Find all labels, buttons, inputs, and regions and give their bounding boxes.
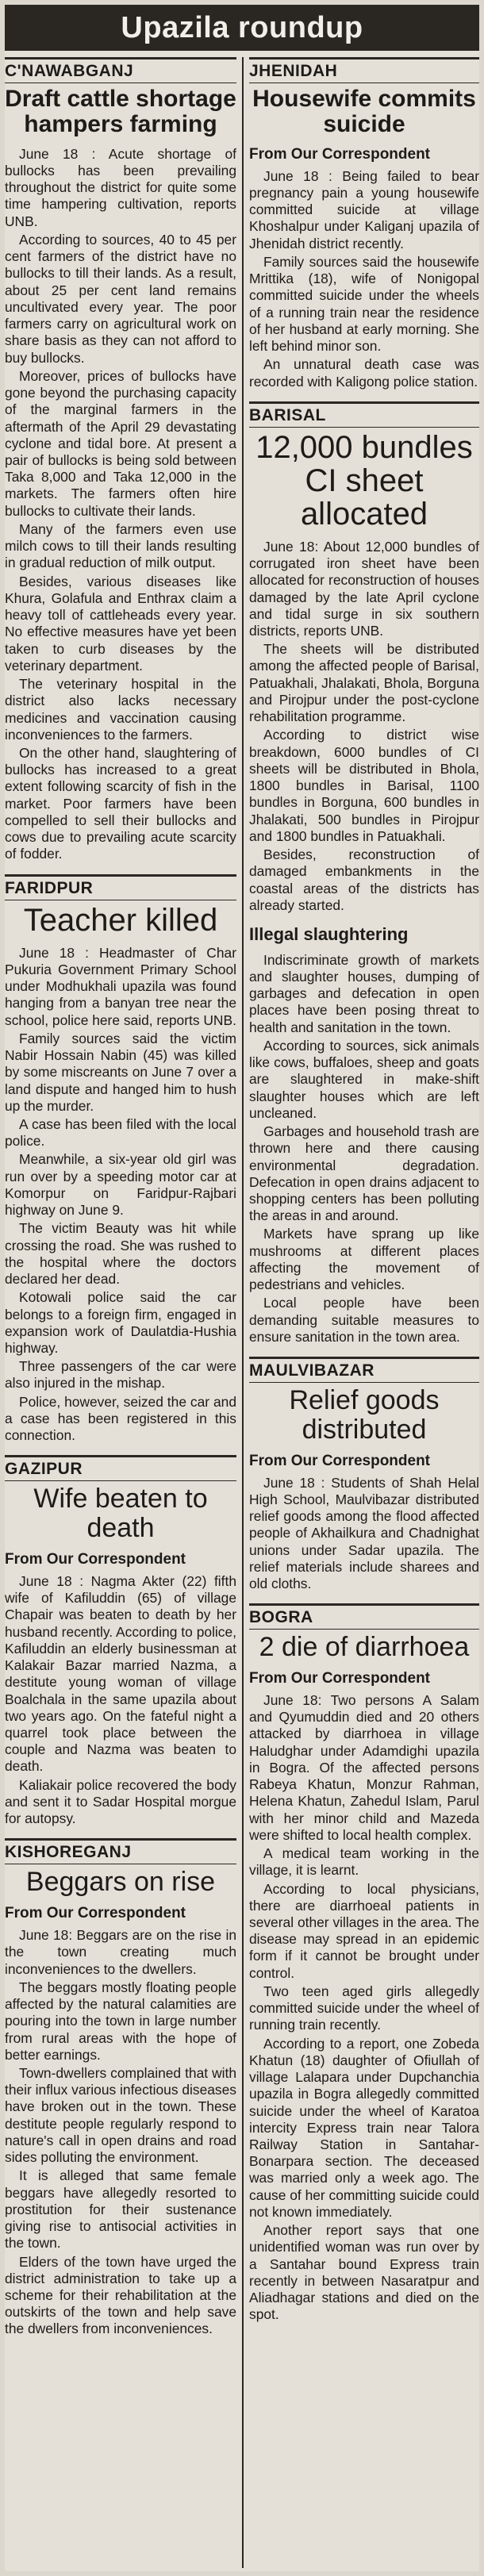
paragraph: A medical team working in the village, it is learnt. — [249, 1845, 479, 1879]
paragraph: Family sources said the victim Nabir Hossain Nabin (45) was killed by some miscreants on June 7 over a land dispute and hanged him to hush up the murder. — [5, 1030, 236, 1114]
story-headline: Relief goods distributed — [289, 1385, 440, 1445]
story-body — [249, 1475, 479, 1593]
paragraph: Police, however, seized the car and a case has been registered in this connection. — [5, 1393, 236, 1444]
location-kicker: KISHOREGANJ — [5, 1838, 236, 1864]
paragraph: Meanwhile, a six-year old girl was run over by a speeding motor car at Komorpur on Faridpur-Rajbari highway on June 9. — [5, 1151, 236, 1219]
paragraph: Kaliakair police recovered the body and sent it to Sadar Hospital morgue for autopsy. — [5, 1776, 236, 1827]
paragraph: June 18 : Headmaster of Char Pukuria Government Primary School under Modhukhali upazila was found hanging from a banyan tree near the school, police here said, reports UNB. — [5, 944, 236, 1028]
paragraph: June 18: About 12,000 bundles of corrugated iron sheet have been allocated for reconstruction of houses damaged by the late April cyclone and tidal surge in six southern districts, reports UNB. — [249, 538, 479, 639]
paragraph: Kotowali police said the car belongs to a foreign firm, engaged in expansion work of Daulatdia-Hushia highway. — [5, 1289, 236, 1357]
paragraph: June 18 : Nagma Akter (22) fifth wife of Kafiluddin (65) of village Chapair was beaten to death by her husband recently. According to police, Kafiluddin an elderly businessman at Kalakair Bazar married Nazma, a destitute young woman of village Boalchala in the same upazila about two years ago. On the fateful night a quarrel took place between the couple and Nazma was beaten to death. — [5, 1572, 236, 1775]
paragraph: The beggars mostly floating people affected by the natural calamities are pouring into the town in large number from rural areas with the hope of better earnings. — [5, 1979, 236, 2063]
paragraph: An unnatural death case was recorded with Kaligong police station. — [249, 356, 479, 390]
paragraph: Another report says that one unidentified woman was run over by a Santahar bound Express train recently in between Nasaratpur and Aliadhagar stations and died on the spot. — [249, 2222, 479, 2323]
story-headline: Wife beaten to death — [33, 1484, 208, 1544]
location-kicker: FARIDPUR — [5, 874, 236, 900]
story-headline: Housewife commits suicide — [252, 86, 476, 138]
paragraph: According to district wise breakdown, 6000 bundles of CI sheets will be distributed in Bhola, 1800 bundles in Barisal, 1100 bundles in Borguna, 600 bundles in Jhalakati, 500 bundles in Pirojpur and 1800 bundles in Patuakhali. — [249, 727, 479, 844]
paragraph: June 18: Beggars are on the rise in the town creating much inconveniences to the dwellers. — [5, 1927, 236, 1977]
story-jhenidah — [249, 57, 479, 390]
story-headline: 12,000 bundles CI sheet allocated — [255, 429, 473, 532]
story-illegal-slaughtering — [249, 925, 479, 1346]
paragraph: June 18 : Students of Shah Helal High School, Maulvibazar distributed relief goods among the flood affected people of Akhailkura and Chadnighat unions under Sadar upazila. The relief materials include sharees and old cloths. — [249, 1474, 479, 1591]
story-headline: Beggars on rise — [25, 1867, 216, 1898]
byline: From Our Correspondent — [249, 145, 431, 163]
paragraph: The victim Beauty was hit while crossing the road. She was rushed to the hospital where the doctors declared her dead. — [5, 1220, 236, 1288]
paragraph: It is alleged that same female beggars have allegedly resorted to prostitution for their sustenance giving rise to antisocial activities in the town. — [5, 2167, 236, 2252]
right-column — [249, 57, 479, 2568]
paragraph: Three passengers of the car were also injured in the mishap. — [5, 1358, 236, 1392]
paragraph: Indiscriminate growth of markets and slaughter houses, dumping of garbages and defecation in open places have been posing threat to health and sanitation in the town. — [249, 951, 479, 1035]
location-kicker: MAULVIBAZAR — [249, 1357, 479, 1383]
story-faridpur — [5, 874, 236, 1445]
paragraph: According to sources, 40 to 45 per cent farmers of the district have no bullocks to till their lands. As a result, about 25 per cent land remains uncultivated every year. The poor farmers carry on agricultural work on share basis as they can not afford to buy bullocks. — [5, 231, 236, 366]
paragraph: Besides, reconstruction of damaged embankments in the coastal areas of the districts has already started. — [249, 847, 479, 913]
paragraph: Many of the farmers even use milch cows to till their lands resulting in gradual reduction of milk output. — [5, 520, 236, 571]
story-headline: Illegal slaughtering — [249, 923, 409, 944]
left-column — [5, 57, 236, 2568]
paragraph: The veterinary hospital in the district also lacks necessary medicines and vaccination causing inconveniences to the farmers. — [5, 676, 236, 743]
story-body — [5, 1573, 236, 1828]
paragraph: On the other hand, slaughtering of bullocks has increased to a great extent following scarcity of fish in the market. Poor farmers have been compelled to sell their bullocks and cows due to prevailing acute scarcity of fodder. — [5, 744, 236, 862]
story-body — [5, 146, 236, 863]
paragraph: Town-dwellers complained that with their influx various infectious diseases have broken out in the town. These destitute people regularly respond to nature's call in open drains and road sides polluting the environment. — [5, 2064, 236, 2166]
byline: From Our Correspondent — [5, 1905, 186, 1922]
paragraph: June 18 : Acute shortage of bullocks has been prevailing throughout the district for quite some time hampering cultivation, reports UNB. — [5, 145, 236, 229]
paragraph: Two teen aged girls allegedly committed suicide under the wheel of running train recently. — [249, 1983, 479, 2033]
location-kicker: JHENIDAH — [249, 57, 479, 83]
banner-title: Upazila roundup — [121, 10, 363, 44]
paragraph: Elders of the town have urged the district administration to take up a scheme for their rehabilitation at the outskirts of the town and help save the dwellers from inconveniences. — [5, 2253, 236, 2337]
location-kicker: GAZIPUR — [5, 1455, 236, 1481]
story-body — [5, 1927, 236, 2338]
story-bogra — [249, 1603, 479, 2323]
story-body — [249, 168, 479, 390]
story-cnawabganj — [5, 57, 236, 863]
location-kicker: BARISAL — [249, 401, 479, 428]
story-body — [5, 945, 236, 1445]
paragraph: Local people have been demanding suitable measures to ensure sanitation in the town area. — [249, 1295, 479, 1345]
story-headline: 2 die of diarrhoea — [259, 1632, 470, 1663]
paragraph: Family sources said the housewife Mrittika (18), wife of Nonigopal committed suicide under the wheels of a running train near the residence of her husband at early morning. She left behind minor son. — [249, 253, 479, 355]
newspaper-page — [5, 5, 479, 2571]
paragraph: Garbages and household trash are thrown here and there causing environmental degradation. Defecation in open drains adjacent to shopping centers has been polluting the areas in and around. — [249, 1123, 479, 1224]
byline: From Our Correspondent — [249, 1669, 431, 1687]
paragraph: A case has been filed with the local police. — [5, 1115, 236, 1150]
paragraph: According to a report, one Zobeda Khatun (18) daughter of Ofiullah of village Lalapara under Dupchanchia upazila in Bogra allegedly committed suicide under the wheel of Karatoa intercity Express train near Talora Railway Station in Santahar-Bonarpara section. The deceased was married only a week ago. The cause of her committing suicide could not known immediately. — [249, 2035, 479, 2220]
paragraph: According to local physicians, there are diarrhoeal patients in several other villages in the area. The disease may spread in an epidemic form if it cannot be brought under control. — [249, 1880, 479, 1981]
location-kicker: C'NAWABGANJ — [5, 57, 236, 83]
story-body — [249, 539, 479, 914]
paragraph: The sheets will be distributed among the affected people of Barisal, Patuakhali, Jhalakati, Bhola, Borguna and Pirojpur under the post-cyclone rehabilitation programme. — [249, 641, 479, 725]
story-barisal — [249, 401, 479, 914]
column-divider — [242, 57, 244, 2568]
story-body — [249, 1692, 479, 2324]
paragraph: June 18: Two persons A Salam and Qyumuddin died and 20 others attacked by diarrhoea in village Haludghar under Adamdighi upazila in Bogra. Of the affected persons Rabeya Khatun, Monzur Rahman, Helena Khatun, Zahedul Islam, Parul with her minor child and Mazeda were shifted to local health complex. — [249, 1691, 479, 1843]
story-gazipur — [5, 1455, 236, 1827]
story-body — [249, 952, 479, 1346]
section-banner — [5, 5, 479, 51]
story-kishoreganj — [5, 1838, 236, 2337]
story-maulvibazar — [249, 1357, 479, 1592]
paragraph: June 18 : Being failed to bear pregnancy pain a young housewife committed suicide at village Khoshalpur under Kaliganj upazila of Jhenidah district recently. — [249, 167, 479, 251]
story-headline: Draft cattle shortage hampers farming — [5, 86, 236, 138]
paragraph: Markets have sprang up like mushrooms at different places affecting the movement of pedestrians and vehicles. — [249, 1226, 479, 1293]
paragraph: According to sources, sick animals like cows, buffaloes, sheep and goats are slaughtered in make-shift slaughter houses which are left uncleaned. — [249, 1037, 479, 1121]
story-headline: Teacher killed — [23, 902, 218, 938]
paragraph: Moreover, prices of bullocks have gone beyond the purchasing capacity of the marginal farmers in the aftermath of the April 29 devastating cyclone and tidal bore. At present a pair of bullocks is being sold between Taka 8,000 and Taka 12,000 in the markets. The farmers often hire bullocks to cultivate their lands. — [5, 367, 236, 519]
location-kicker: BOGRA — [249, 1603, 479, 1630]
byline: From Our Correspondent — [249, 1452, 431, 1469]
byline: From Our Correspondent — [5, 1550, 186, 1568]
paragraph: Besides, various diseases like Khura, Golafula and Enthrax claim a heavy toll of cattleheads every year. No effective measures have yet been taken to curb diseases by the veterinary department. — [5, 573, 236, 674]
